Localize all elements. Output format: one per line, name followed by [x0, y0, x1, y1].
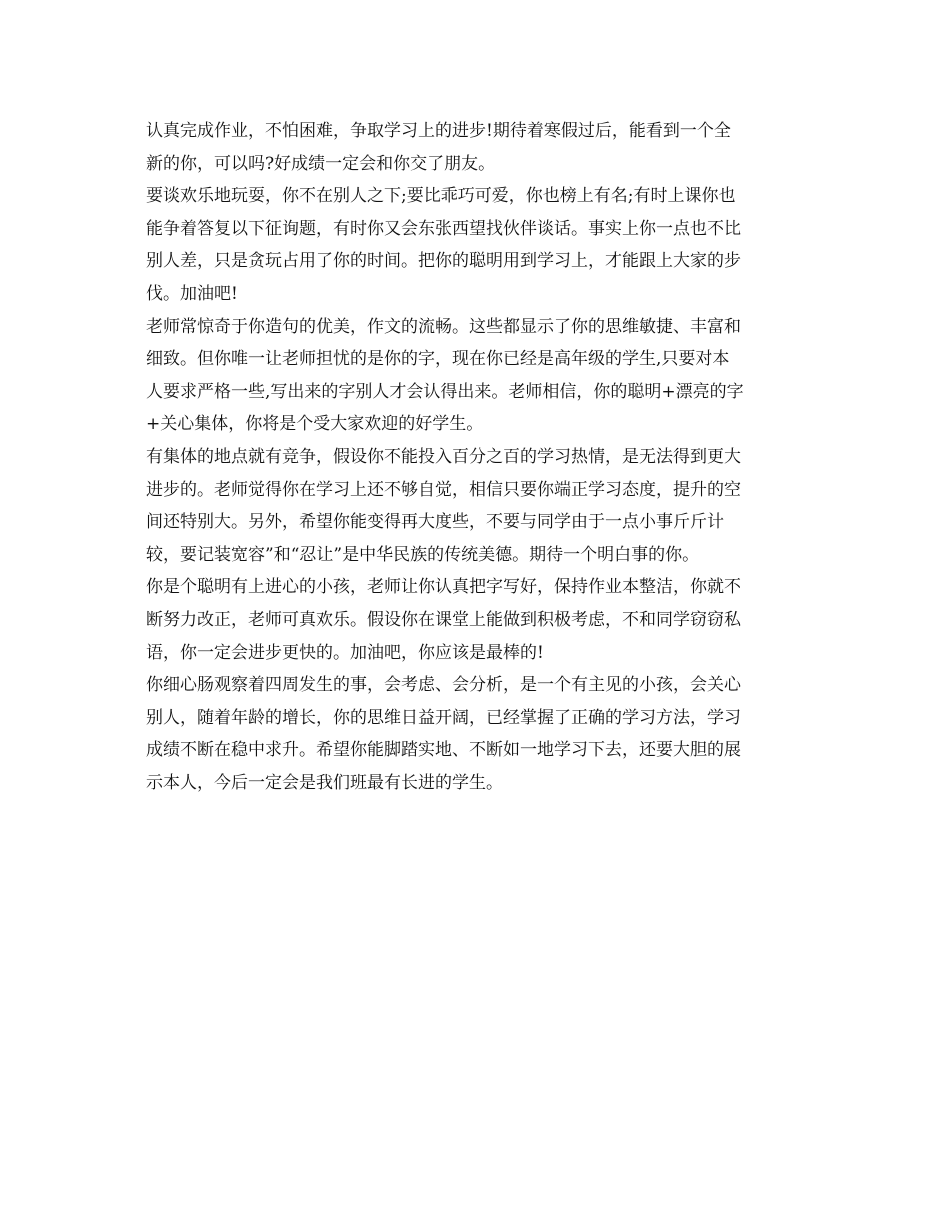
text-line: 间还特别大。另外，希望你能变得再大度些，不要与同学由于一点小事斤斤计 — [146, 512, 724, 533]
paragraph-6 — [146, 669, 808, 799]
text-line: 认真完成作业，不怕困难，争取学习上的进步!期待着寒假过后，能看到一个全 — [146, 121, 731, 141]
text-line: 断努力改正，老师可真欢乐。假设你在课堂上能做到积极考虑，不和同学窃窃私 — [146, 609, 741, 630]
text-line: 你是个聪明有上进心的小孩，老师让你认真把字写好，保持作业本整洁，你就不 — [146, 577, 741, 598]
text-line: 示本人，今后一定会是我们班最有长进的学生。 — [146, 772, 503, 793]
text-line: 较，要记装宽容”和“忍让”是中华民族的传统美德。期待一个明白事的你。 — [146, 544, 700, 565]
paragraph-5 — [146, 571, 808, 669]
text-line: +关心集体，你将是个受大家欢迎的好学生。 — [146, 414, 484, 435]
text-line: 语，你一定会进步更快的。加油吧，你应该是最棒的! — [146, 642, 544, 663]
paragraph-3 — [146, 311, 808, 441]
paragraph-2 — [146, 180, 808, 310]
text-line: 伐。加油吧! — [146, 283, 238, 304]
text-line: 细致。但你唯一让老师担忧的是你的字，现在你已经是高年级的学生,只要对本 — [146, 349, 730, 370]
text-line: 要谈欢乐地玩耍，你不在别人之下;要比乖巧可爱，你也榜上有名;有时上课你也 — [146, 186, 736, 207]
text-line: 你细心肠观察着四周发生的事，会考虑、会分析，是一个有主见的小孩，会关心 — [146, 675, 741, 696]
text-line: 成绩不断在稳中求升。希望你能脚踏实地、不断如一地学习下去，还要大胆的展 — [146, 740, 741, 761]
text-line: 新的你，可以吗?好成绩一定会和你交了朋友。 — [146, 153, 496, 174]
text-line: 进步的。老师觉得你在学习上还不够自觉，相信只要你端正学习态度，提升的空 — [146, 479, 741, 500]
document-body — [146, 115, 808, 799]
paragraph-1 — [146, 115, 808, 180]
text-line: 别人，随着年龄的增长，你的思维日益开阔，已经掌握了正确的学习方法，学习 — [146, 707, 741, 728]
paragraph-4 — [146, 441, 808, 571]
text-line: 别人差，只是贪玩占用了你的时间。把你的聪明用到学习上，才能跟上大家的步 — [146, 251, 741, 272]
text-line: 老师常惊奇于你造句的优美，作文的流畅。这些都显示了你的思维敏捷、丰富和 — [146, 316, 741, 337]
text-line: 能争着答复以下征询题，有时你又会东张西望找伙伴谈话。事实上你一点也不比 — [146, 218, 741, 239]
text-line: 人要求严格一些,写出来的字别人才会认得出来。老师相信，你的聪明+漂亮的字 — [146, 381, 744, 402]
text-line: 有集体的地点就有竞争，假设你不能投入百分之百的学习热情，是无法得到更大 — [146, 446, 741, 467]
